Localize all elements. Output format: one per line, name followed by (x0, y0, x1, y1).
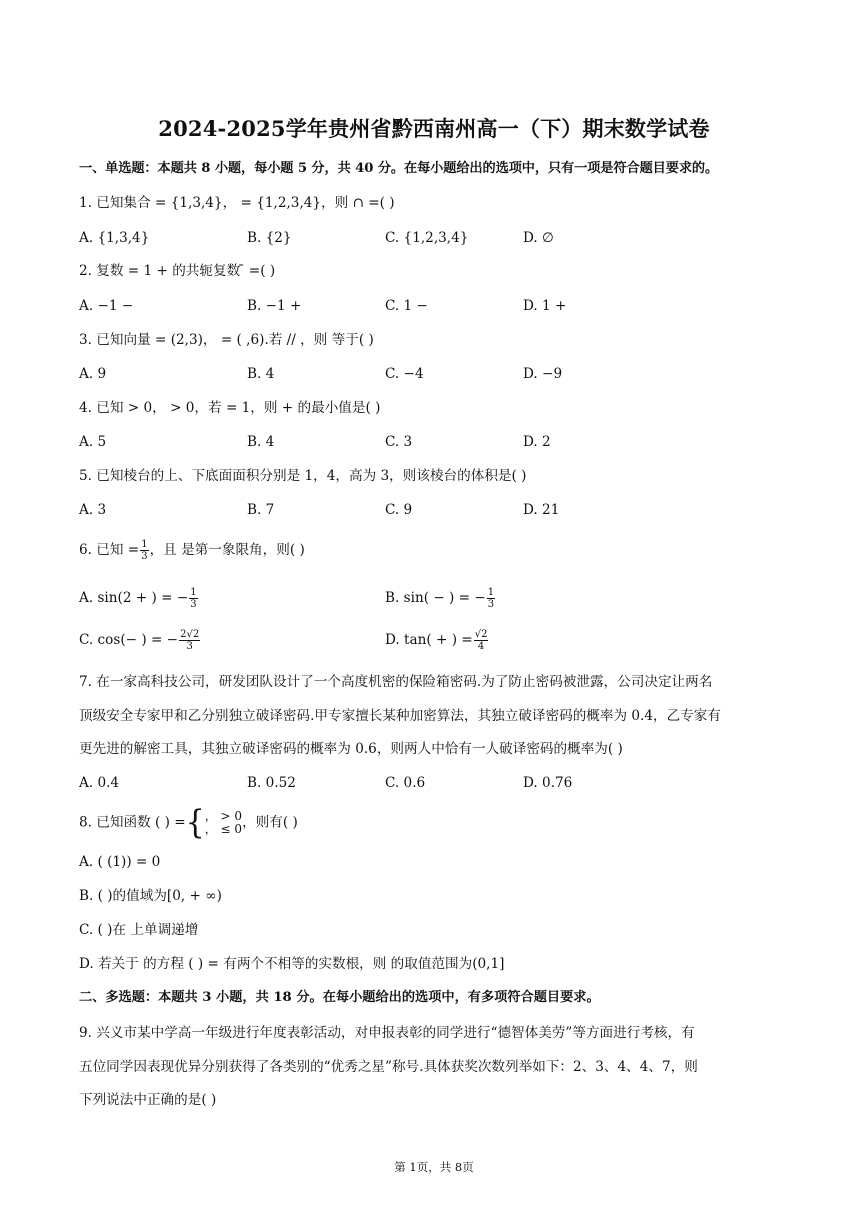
question-2-stem: 2. 复数 = 1 + 的共轭复数 ̄ =( ) (79, 263, 276, 279)
question-1-stem: 1. 已知集合 = {1,3,4}， = {1,2,3,4}，则 ∩ =( ) (79, 195, 395, 211)
q5-option-d: D. 21 (523, 502, 560, 518)
q6-d-fraction (474, 629, 489, 652)
q8-stem-prefix: 8. 已知函数 ( ) = (79, 814, 186, 831)
q2-option-c: C. 1 − (385, 298, 428, 314)
q4-option-d: D. 2 (523, 434, 551, 450)
q7-option-a: A. 0.4 (79, 775, 120, 791)
q4-option-c: C. 3 (385, 434, 413, 450)
q8-option-c: C. ( )在 上单调递增 (79, 922, 199, 938)
q8-stem-suffix: ，则有( ) (242, 814, 298, 831)
q6-c-numerator: 2√2 (180, 629, 200, 640)
question-9-line-2: 五位同学因表现优异分别获得了各类别的“优秀之星”称号.具体获奖次数列举如下：2、3、4、4、7，则 (79, 1059, 698, 1075)
section-heading-multiple-choice: 二、多选题：本题共 3 小题，共 18 分。在每小题给出的选项中，有多项符合题目要求。 (79, 990, 600, 1005)
question-6-stem (79, 539, 305, 562)
question-4-stem: 4. 已知 > 0， > 0，若 = 1，则 + 的最小值是( ) (79, 400, 381, 416)
q6-a-text: A. sin(2 + ) = − (79, 590, 189, 606)
q3-option-c: C. −4 (385, 366, 424, 382)
q6-option-a (79, 587, 199, 610)
q6-c-fraction (179, 629, 200, 652)
question-8-stem (79, 803, 298, 842)
q4-option-a: A. 5 (79, 434, 107, 450)
q5-option-b: B. 7 (247, 502, 275, 518)
q1-option-b: B. {2} (247, 230, 292, 246)
q8-option-b: B. ( )的值域为[0, + ∞) (79, 888, 222, 904)
q2-option-a: A. −1 − (79, 298, 134, 314)
q6-option-b (385, 587, 496, 610)
q6-a-denominator: 3 (190, 599, 197, 610)
q6-a-fraction (189, 587, 197, 610)
q6-stem-prefix: 6. 已知 = (79, 542, 140, 558)
q6-d-numerator: √2 (474, 629, 488, 640)
q6-c-text: C. cos(− ) = − (79, 632, 179, 648)
q6-b-numerator: 1 (487, 587, 495, 598)
q7-option-b: B. 0.52 (247, 775, 296, 791)
q8-option-d: D. 若关于 的方程 ( ) = 有两个不相等的实数根，则 的取值范围为(0,1] (79, 956, 505, 972)
q6-d-denominator: 4 (477, 641, 485, 652)
q6-b-fraction (487, 587, 495, 610)
q6-stem-denominator: 3 (141, 551, 148, 562)
q8-case-2: ， ≤ 0 (204, 822, 243, 836)
q6-b-denominator: 3 (487, 599, 495, 610)
q6-stem-suffix: ，且 是第一象限角，则( ) (149, 542, 305, 558)
q3-option-b: B. 4 (247, 366, 275, 382)
q4-option-b: B. 4 (247, 434, 275, 450)
q6-a-numerator: 1 (190, 587, 197, 598)
q8-piecewise-cases (205, 810, 242, 836)
q5-option-c: C. 9 (385, 502, 413, 518)
q1-option-c: C. {1,2,3,4} (385, 230, 469, 246)
question-3-stem: 3. 已知向量 = (2,3)， = ( ,6).若 // ，则 等于( ) (79, 332, 374, 348)
question-7-line-3: 更先进的解密工具，其独立破译密码的概率为 0.6，则两人中恰有一人破译密码的概率为( ) (79, 741, 623, 757)
q8-option-a: A. ( (1)) = 0 (79, 854, 161, 870)
question-9-line-3: 下列说法中正确的是( ) (79, 1092, 217, 1108)
q2-option-b: B. −1 + (247, 298, 302, 314)
q5-option-a: A. 3 (79, 502, 107, 518)
q6-option-d (385, 629, 489, 652)
q1-option-d: D. ∅ (523, 230, 554, 246)
q6-stem-fraction (140, 539, 148, 562)
q7-option-d: D. 0.76 (523, 775, 573, 791)
q7-option-c: C. 0.6 (385, 775, 426, 791)
page-title: 2024-2025学年贵州省黔西南州高一（下）期末数学试卷 (158, 116, 710, 141)
q6-d-text: D. tan( + ) = (385, 632, 473, 648)
question-5-stem: 5. 已知棱台的上、下底面面积分别是 1，4，高为 3，则该棱台的体积是( ) (79, 468, 527, 484)
q1-option-a: A. {1,3,4} (79, 230, 150, 246)
question-9-line-1: 9. 兴义市某中学高一年级进行年度表彰活动，对申报表彰的同学进行“德智体美劳”等方面进行考核，有 (79, 1025, 695, 1041)
page-footer: 第 1页，共 8页 (394, 1160, 474, 1174)
q3-option-a: A. 9 (79, 366, 107, 382)
q6-stem-numerator: 1 (141, 539, 148, 550)
question-7-line-2: 顶级安全专家甲和乙分别独立破译密码.甲专家擅长某种加密算法，其独立破译密码的概率为 0.4，乙专家有 (79, 708, 721, 724)
q8-case-1: ， > 0 (204, 809, 243, 823)
q3-option-d: D. −9 (523, 366, 563, 382)
q6-option-c (79, 629, 201, 652)
q8-piecewise-brace: { (185, 803, 205, 842)
q6-c-denominator: 3 (186, 641, 193, 652)
q2-option-d: D. 1 + (523, 298, 567, 314)
question-7-line-1: 7. 在一家高科技公司，研发团队设计了一个高度机密的保险箱密码.为了防止密码被泄露，公司决定让两名 (79, 674, 713, 690)
section-heading-single-choice: 一、单选题：本题共 8 小题，每小题 5 分，共 40 分。在每小题给出的选项中，只有一项是符合题目要求的。 (79, 161, 719, 176)
q6-b-text: B. sin( − ) = − (385, 590, 486, 606)
